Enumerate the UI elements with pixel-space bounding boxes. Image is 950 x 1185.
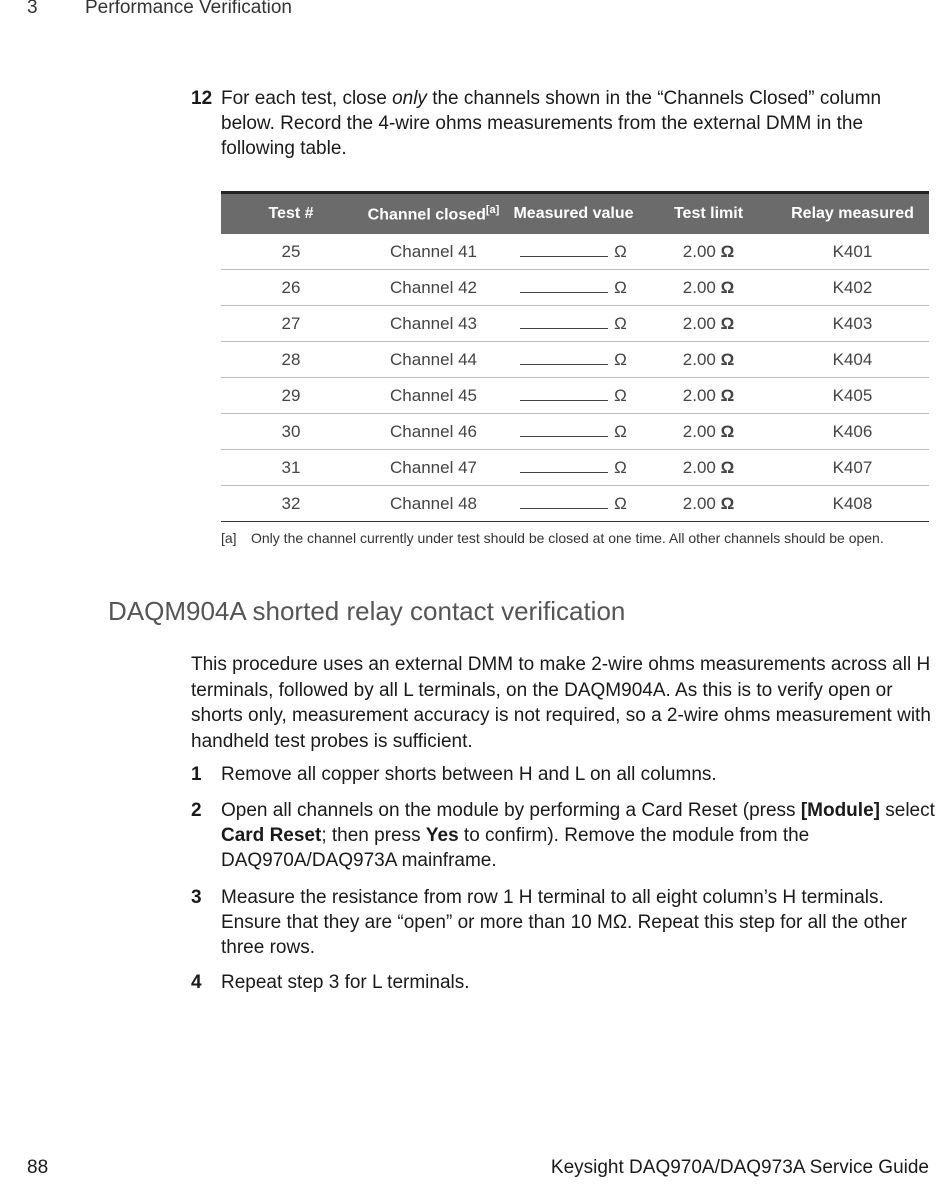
table-row bbox=[221, 306, 929, 342]
blank-entry-line bbox=[520, 460, 608, 473]
cell-channel: Channel 48 bbox=[361, 486, 506, 522]
cell-measured-value bbox=[506, 414, 641, 450]
step-number: 3 bbox=[191, 887, 202, 908]
cell-relay: K401 bbox=[776, 234, 929, 270]
blank-entry-line bbox=[520, 388, 608, 401]
step-2 bbox=[191, 798, 936, 873]
cell-test-limit bbox=[641, 306, 776, 342]
header-relay-measured: Relay measured bbox=[776, 193, 929, 235]
cell-test-limit bbox=[641, 270, 776, 306]
unit-ohm: Ω bbox=[720, 313, 735, 333]
footnote-text: Only the channel currently under test should be closed at one time. All other channels should be open. bbox=[251, 530, 884, 546]
table-footnote bbox=[221, 530, 884, 546]
step-text-part: For each test, close bbox=[221, 88, 393, 109]
header-channel-closed-label: Channel closed bbox=[367, 206, 486, 224]
limit-value: 2.00 bbox=[682, 493, 716, 513]
step-number: 12 bbox=[191, 88, 213, 109]
cell-test-number: 25 bbox=[221, 234, 361, 270]
cell-test-limit bbox=[641, 450, 776, 486]
unit-ohm: Ω bbox=[720, 385, 735, 405]
cell-test-limit bbox=[641, 414, 776, 450]
step-number: 2 bbox=[191, 800, 202, 821]
footnote-ref: [a] bbox=[485, 203, 500, 216]
table-row bbox=[221, 486, 929, 522]
step-12 bbox=[191, 86, 936, 161]
step-text: Measure the resistance from row 1 H terminal to all eight column’s H terminals. Ensure that they are “open” or more than 10 MΩ. Repeat this step for all the other three rows. bbox=[221, 887, 907, 958]
step-4 bbox=[191, 970, 936, 995]
limit-value: 2.00 bbox=[682, 241, 716, 261]
step-1 bbox=[191, 762, 936, 787]
guide-title: Keysight DAQ970A/DAQ973A Service Guide bbox=[550, 1157, 929, 1178]
limit-value: 2.00 bbox=[682, 277, 716, 297]
unit-ohm: Ω bbox=[614, 385, 627, 405]
step-text: Repeat step 3 for L terminals. bbox=[221, 972, 470, 993]
step-number: 1 bbox=[191, 764, 202, 785]
step-text-part: to confirm). Remove the module from the DAQ970A/DAQ973A mainframe. bbox=[221, 825, 810, 871]
cell-channel: Channel 47 bbox=[361, 450, 506, 486]
unit-ohm: Ω bbox=[614, 457, 627, 477]
intro-paragraph: This procedure uses an external DMM to make 2-wire ohms measurements across all H terminals, followed by all L terminals, on the DAQM904A. As this is to verify open or shorts only, measurement accuracy is not required, so a 2-wire ohms measurement with handheld test probes is sufficient. bbox=[191, 654, 931, 752]
cell-test-limit bbox=[641, 378, 776, 414]
cell-channel: Channel 43 bbox=[361, 306, 506, 342]
cell-test-limit bbox=[641, 486, 776, 522]
blank-entry-line bbox=[520, 244, 608, 257]
cell-measured-value bbox=[506, 486, 641, 522]
table-row bbox=[221, 234, 929, 270]
cell-channel: Channel 44 bbox=[361, 342, 506, 378]
cell-measured-value bbox=[506, 342, 641, 378]
cell-measured-value bbox=[506, 378, 641, 414]
limit-value: 2.00 bbox=[682, 421, 716, 441]
step-text-part: ; then press bbox=[321, 825, 426, 846]
chapter-title: Performance Verification bbox=[85, 0, 292, 18]
cell-measured-value bbox=[506, 450, 641, 486]
cell-relay: K406 bbox=[776, 414, 929, 450]
module-key-label: [Module] bbox=[800, 800, 880, 821]
measurement-table bbox=[221, 191, 929, 522]
step-text-emphasis: only bbox=[392, 88, 427, 109]
cell-measured-value bbox=[506, 234, 641, 270]
cell-channel: Channel 41 bbox=[361, 234, 506, 270]
cell-test-number: 29 bbox=[221, 378, 361, 414]
cell-test-number: 30 bbox=[221, 414, 361, 450]
unit-ohm: Ω bbox=[614, 349, 627, 369]
step-text bbox=[221, 798, 936, 873]
table-row bbox=[221, 414, 929, 450]
table-row bbox=[221, 378, 929, 414]
table-row bbox=[221, 342, 929, 378]
chapter-number: 3 bbox=[27, 0, 38, 18]
cell-relay: K405 bbox=[776, 378, 929, 414]
cell-measured-value bbox=[506, 306, 641, 342]
cell-relay: K404 bbox=[776, 342, 929, 378]
cell-relay: K407 bbox=[776, 450, 929, 486]
unit-ohm: Ω bbox=[614, 241, 627, 261]
limit-value: 2.00 bbox=[682, 313, 716, 333]
limit-value: 2.00 bbox=[682, 349, 716, 369]
step-3 bbox=[191, 885, 936, 960]
unit-ohm: Ω bbox=[614, 277, 627, 297]
header-test-limit: Test limit bbox=[641, 193, 776, 235]
header-channel-closed bbox=[361, 193, 506, 235]
cell-measured-value bbox=[506, 270, 641, 306]
unit-ohm: Ω bbox=[720, 421, 735, 441]
unit-ohm: Ω bbox=[614, 493, 627, 513]
cell-test-number: 28 bbox=[221, 342, 361, 378]
blank-entry-line bbox=[520, 424, 608, 437]
blank-entry-line bbox=[520, 352, 608, 365]
table-row bbox=[221, 270, 929, 306]
running-header bbox=[27, 0, 292, 19]
cell-test-number: 27 bbox=[221, 306, 361, 342]
cell-channel: Channel 42 bbox=[361, 270, 506, 306]
cell-channel: Channel 46 bbox=[361, 414, 506, 450]
cell-test-number: 32 bbox=[221, 486, 361, 522]
section-title: DAQM904A shorted relay contact verification bbox=[108, 596, 626, 626]
step-text-part: select bbox=[879, 800, 935, 821]
blank-entry-line bbox=[520, 316, 608, 329]
unit-ohm: Ω bbox=[720, 349, 735, 369]
card-reset-label: Card Reset bbox=[221, 825, 322, 846]
unit-ohm: Ω bbox=[614, 313, 627, 333]
cell-channel: Channel 45 bbox=[361, 378, 506, 414]
table-header-row bbox=[221, 193, 929, 235]
step-text bbox=[221, 86, 936, 161]
page-number: 88 bbox=[27, 1157, 49, 1178]
cell-relay: K408 bbox=[776, 486, 929, 522]
footnote-mark: [a] bbox=[221, 530, 237, 546]
cell-test-number: 31 bbox=[221, 450, 361, 486]
blank-entry-line bbox=[520, 280, 608, 293]
limit-value: 2.00 bbox=[682, 385, 716, 405]
blank-entry-line bbox=[520, 496, 608, 509]
cell-relay: K402 bbox=[776, 270, 929, 306]
cell-relay: K403 bbox=[776, 306, 929, 342]
unit-ohm: Ω bbox=[720, 241, 735, 261]
step-number: 4 bbox=[191, 972, 202, 993]
table-row bbox=[221, 450, 929, 486]
header-test-number: Test # bbox=[221, 193, 361, 235]
cell-test-limit bbox=[641, 342, 776, 378]
unit-ohm: Ω bbox=[720, 457, 735, 477]
cell-test-number: 26 bbox=[221, 270, 361, 306]
unit-ohm: Ω bbox=[720, 277, 735, 297]
header-measured-value: Measured value bbox=[506, 193, 641, 235]
limit-value: 2.00 bbox=[682, 457, 716, 477]
yes-label: Yes bbox=[425, 825, 459, 846]
step-text: Remove all copper shorts between H and L on all columns. bbox=[221, 764, 717, 785]
cell-test-limit bbox=[641, 234, 776, 270]
step-text-part: Open all channels on the module by performing a Card Reset (press bbox=[221, 800, 801, 821]
unit-ohm: Ω bbox=[720, 493, 735, 513]
step-text-part: the channels shown in the “Channels Closed” column below. Record the 4-wire ohms measurements from the external DMM in the following table. bbox=[221, 88, 882, 159]
unit-ohm: Ω bbox=[614, 421, 627, 441]
